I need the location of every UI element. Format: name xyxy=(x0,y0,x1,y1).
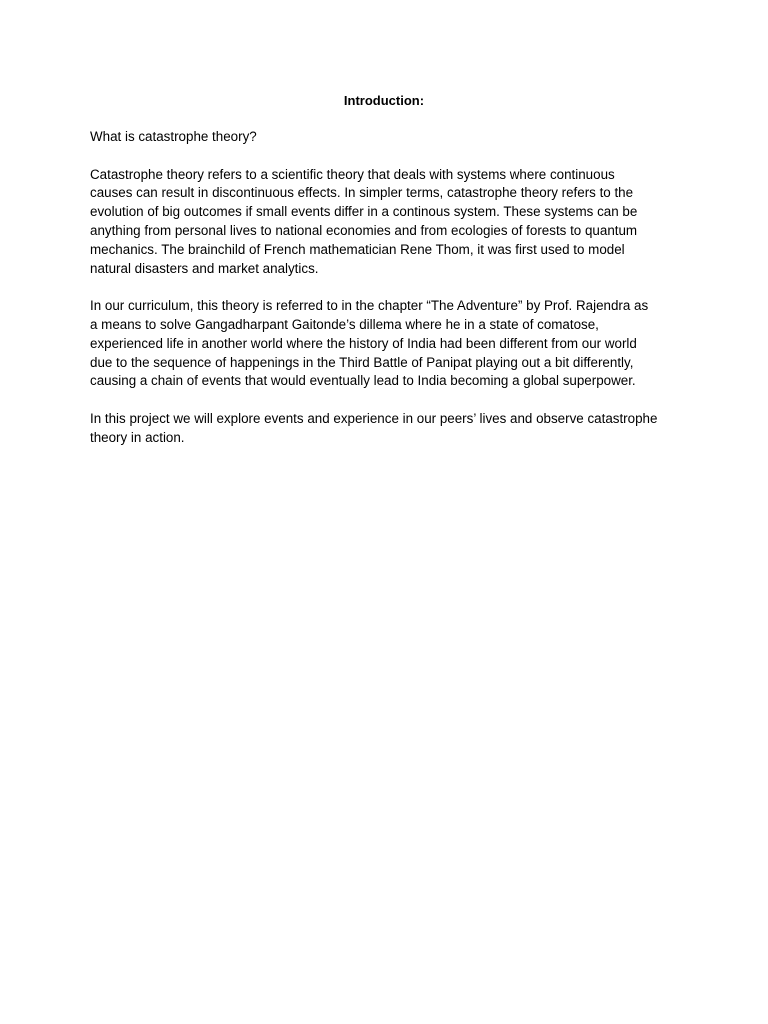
question-heading: What is catastrophe theory? xyxy=(90,129,257,144)
paragraph-definition: Catastrophe theory refers to a scientific theory that deals with systems where continuous causes can result in discontinuous effects. In simpler terms, catastrophe theory refers to the evolution of big outcomes if small events differ in a continous system. These systems can be anything from personal lives to national economies and from ecologies of forests to quantum mechanics. The brainchild of French mathematician Rene Thom, it was first used to model natural disasters and market analytics. xyxy=(90,166,638,276)
page-title: Introduction: xyxy=(343,93,425,108)
document-body xyxy=(90,128,690,466)
paragraph-curriculum: In our curriculum, this theory is referred to in the chapter “The Adventure” by Prof. Rajendra as a means to solve Gangadharpant Gaitonde’s dillema where he in a state of comatose, experienced life in another world where the history of India had been different from our world due to the sequence of happenings in the Third Battle of Panipat playing out a bit differently, causing a chain of events that would eventually lead to India becoming a global superpower. xyxy=(90,298,649,389)
paragraph-project: In this project we will explore events and experience in our peers’ lives and observe catastrophe theory in action. xyxy=(90,410,658,445)
